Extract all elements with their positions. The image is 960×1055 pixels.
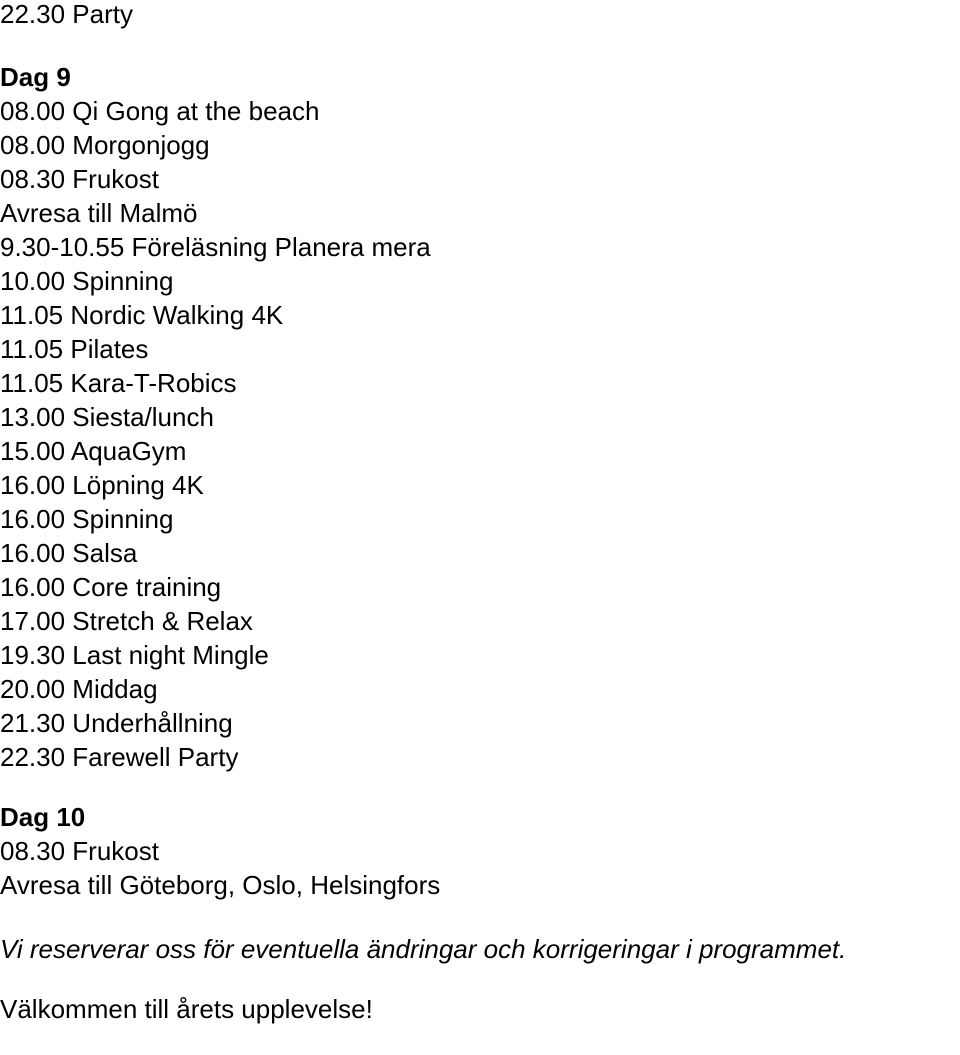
schedule-item: 9.30-10.55 Föreläsning Planera mera [0, 232, 431, 262]
spacer [0, 902, 960, 932]
schedule-item: 16.00 Löpning 4K [0, 470, 204, 500]
day-10-heading: Dag 10 [0, 802, 86, 832]
schedule-item: 08.30 Frukost [0, 164, 159, 194]
day-10-section [0, 800, 960, 902]
schedule-item: 16.00 Salsa [0, 538, 138, 568]
schedule-item: 08.00 Morgonjogg [0, 130, 210, 160]
spacer [0, 966, 960, 992]
change-notice: Vi reserverar oss för eventuella ändringar och korrigeringar i programmet. [0, 934, 847, 964]
day-9-heading: Dag 9 [0, 62, 71, 92]
schedule-item: 11.05 Pilates [0, 334, 149, 364]
schedule-item: 15.00 AquaGym [0, 436, 187, 466]
schedule-item: 08.00 Qi Gong at the beach [0, 96, 320, 126]
schedule-item: 16.00 Core training [0, 572, 222, 602]
schedule-item: Avresa till Malmö [0, 198, 198, 228]
schedule-item: 17.00 Stretch & Relax [0, 606, 253, 636]
schedule-item: 11.05 Nordic Walking 4K [0, 300, 284, 330]
schedule-item: 11.05 Kara-T-Robics [0, 368, 237, 398]
schedule-item: 16.00 Spinning [0, 504, 174, 534]
schedule-item: 22.30 Party [0, 0, 133, 29]
spacer [0, 774, 960, 800]
closing-message: Välkommen till årets upplevelse! [0, 994, 373, 1024]
schedule-item: 21.30 Underhållning [0, 708, 233, 738]
schedule-item: 13.00 Siesta/lunch [0, 402, 214, 432]
schedule-item: 19.30 Last night Mingle [0, 640, 269, 670]
schedule-item: 10.00 Spinning [0, 266, 174, 296]
schedule-item: 08.30 Frukost [0, 836, 159, 866]
schedule-item: 20.00 Middag [0, 674, 158, 704]
schedule-item: Avresa till Göteborg, Oslo, Helsingfors [0, 870, 441, 900]
schedule-item: 22.30 Farewell Party [0, 742, 239, 772]
spacer [0, 31, 960, 60]
day-9-section [0, 60, 960, 774]
